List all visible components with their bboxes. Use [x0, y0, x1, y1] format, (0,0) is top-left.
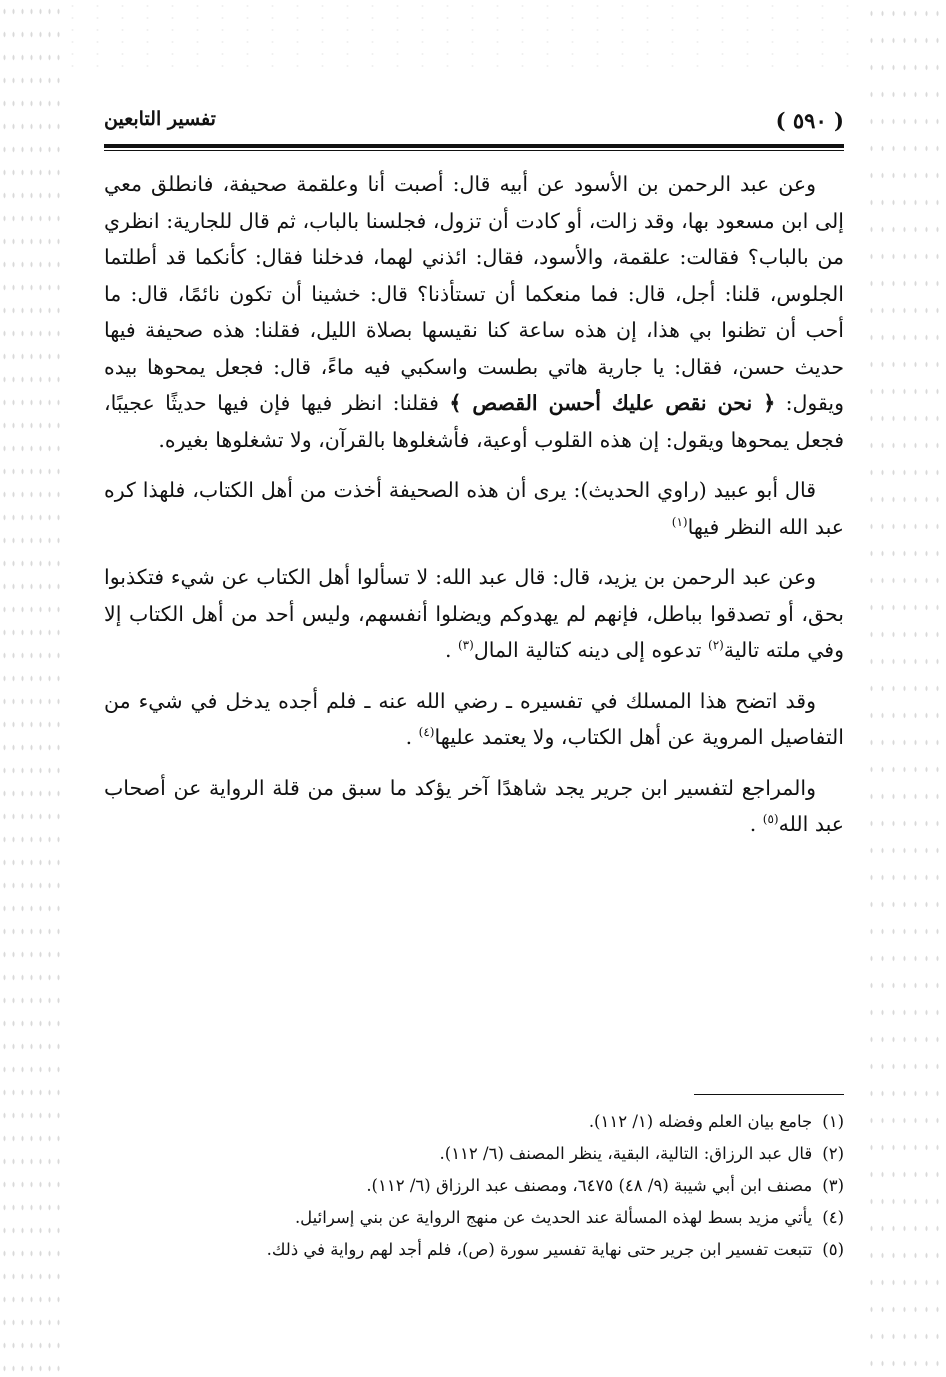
body-text [104, 166, 844, 857]
footnote-3 [104, 1170, 844, 1202]
footnote-text: مصنف ابن أبي شيبة (٩/ ٤٨) ٦٤٧٥، ومصنف عبد الرزاق (٦/ ١١٢). [366, 1176, 813, 1195]
header-rule [104, 144, 844, 148]
footnotes [104, 1106, 844, 1266]
running-title: تفسير التابعين [104, 108, 216, 130]
paragraph-5-end: . [749, 812, 763, 836]
page-header [104, 108, 844, 144]
paragraph-3-mid: تدعوه إلى دينه كتالية المال [473, 638, 702, 662]
paragraph-5 [104, 770, 844, 843]
footnote-ref-3: (٣) [457, 638, 474, 653]
paragraph-4 [104, 683, 844, 756]
footnote-text: قال عبد الرزاق: التالية، البقية، ينظر المصنف (٦/ ١١٢). [439, 1144, 813, 1163]
footnote-number: (١) [822, 1112, 844, 1131]
paragraph-2-text: قال أبو عبيد (راوي الحديث): يرى أن هذه الصحيفة أخذت من أهل الكتاب، فلهذا كره عبد الله النظر فيها [104, 478, 844, 539]
paragraph-3 [104, 559, 844, 669]
footnote-number: (٤) [822, 1208, 844, 1227]
quran-quote: ﴿ نحن نقص عليك أحسن القصص ﴾ [449, 391, 776, 415]
footnote-text: جامع بيان العلم وفضله (١/ ١١٢). [588, 1112, 813, 1131]
footnote-ref-2: (٢) [708, 638, 724, 653]
header-rule-thin [104, 150, 844, 151]
footnote-4 [104, 1202, 844, 1234]
footnote-5 [104, 1234, 844, 1266]
footnote-number: (٢) [822, 1144, 844, 1163]
page-number: ( ٥٩٠ ) [775, 108, 844, 133]
paragraph-5-text: والمراجع لتفسير ابن جرير يجد شاهدًا آخر يؤكد ما سبق من قلة الرواية عن أصحاب عبد الله [104, 775, 844, 836]
scan-margin-right [866, 0, 946, 1377]
footnote-text: يأتي مزيد بسط لهذه المسألة عند الحديث عن منهج الرواية عن بني إسرائيل. [294, 1208, 813, 1227]
footnote-text: تتبعت تفسير ابن جرير حتى نهاية تفسير سورة (ص)، فلم أجد لهم رواية في ذلك. [266, 1240, 813, 1259]
paragraph-2 [104, 472, 844, 545]
footnote-number: (٣) [822, 1176, 844, 1195]
paragraph-4-end: . [405, 725, 419, 749]
paragraph-3-end: . [444, 638, 458, 662]
paragraph-3-text: وعن عبد الرحمن بن يزيد، قال: قال عبد الله: لا تسألوا أهل الكتاب عن شيء فتكذبوا بحق، أو تصدقوا بباطل، فإنهم لم يهدوكم ويضلوا أنفسهم، وليس أحد من أهل الكتاب إلا وفي ملته تالية [104, 565, 844, 662]
footnote-1 [104, 1106, 844, 1138]
footnote-number: (٥) [822, 1240, 844, 1259]
scan-margin-top [60, 0, 866, 70]
paragraph-1-text: وعن عبد الرحمن بن الأسود عن أبيه قال: أصبت أنا وعلقمة صحيفة، فانطلق معي إلى ابن مسعود بها، وقد زالت، أو كادت أن تزول، فجلسنا بالباب، ثم قال للجارية: انظري من بالباب؟ فقالت: علقمة، والأسود، فقال: ائذني لهما، فدخلنا فقال: كأنكما قد أطلتما الجلوس، قلنا: أجل، قال: فما منعكما أن تستأذنا؟ قال: خشينا أن تكون نائمًا، قال: ما أحب أن تظنوا بي هذا، إن هذه ساعة كنا نقيسها بصلاة الليل، فقلنا: هذه صحيفة فيها حديث حسن، فقال: يا جارية هاتي بطست واسكبي فيه ماءً، قال: فجعل يمحوها بيده ويقول: [104, 172, 844, 415]
footnote-ref-1: (١) [671, 514, 688, 529]
paragraph-4-text: وقد اتضح هذا المسلك في تفسيره ـ رضي الله عنه ـ فلم أجده يدخل في شيء من التفاصيل المروية عن أهل الكتاب، ولا يعتمد عليها [104, 688, 844, 749]
paragraph-1 [104, 166, 844, 458]
footnote-ref-4: (٤) [418, 725, 435, 740]
footnote-ref-5: (٥) [762, 812, 779, 827]
scan-margin-left [0, 0, 60, 1377]
footnote-separator [694, 1094, 844, 1095]
footnote-2 [104, 1138, 844, 1170]
paragraph-1-tail: فقلنا: انظر فيها فإن فيها حديثًا عجيبًا، فجعل يمحوها ويقول: إن هذه القلوب أوعية، فأشغلوها بالقرآن، ولا تشغلوها بغيره. [104, 391, 844, 452]
